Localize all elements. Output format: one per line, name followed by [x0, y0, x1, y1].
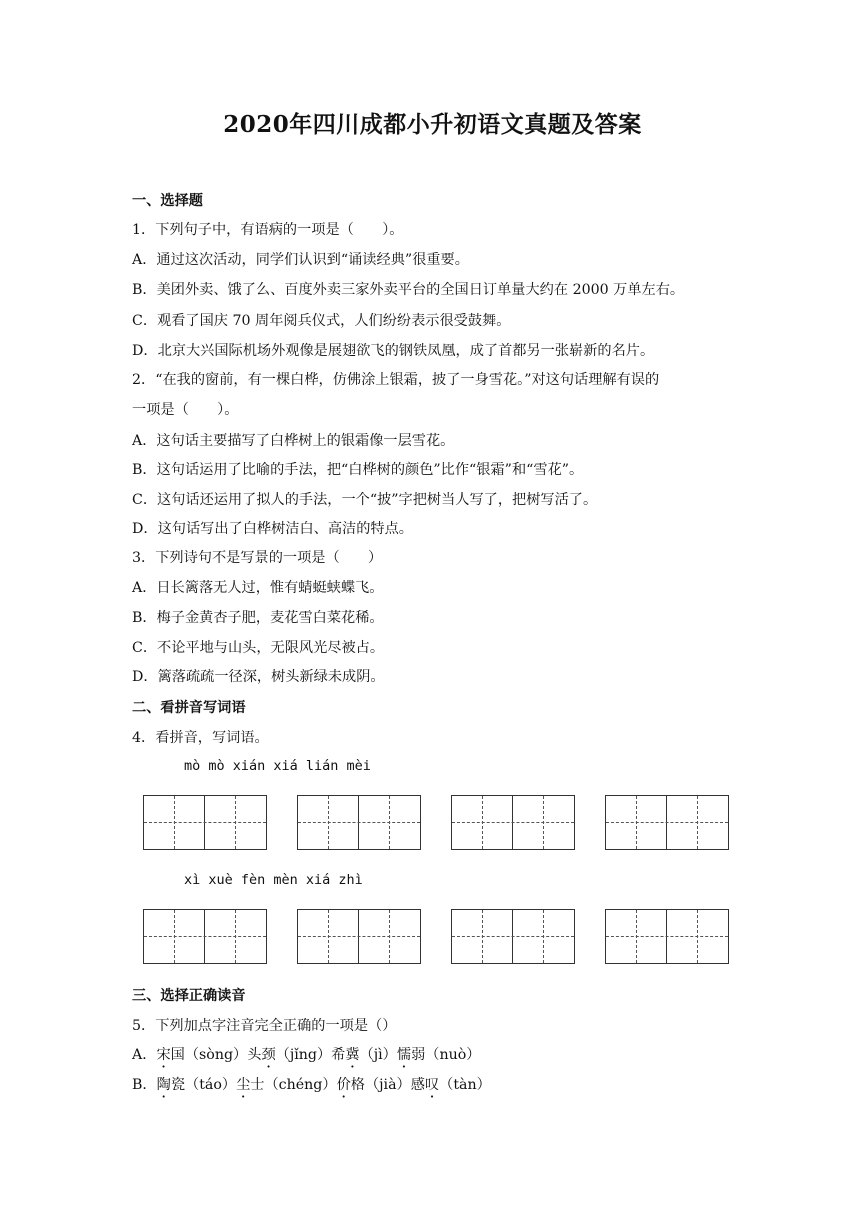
question-4-stem: 4．看拼音，写词语。 — [132, 730, 269, 746]
tianzi-box[interactable] — [605, 795, 729, 850]
pinyin-row-2: xì xuè fèn mèn xiá zhì — [184, 872, 363, 888]
question-2-option-b: B．这句话运用了比喻的手法，把“白桦树的颜色”比作“银霜”和“雪花”。 — [132, 462, 584, 478]
question-1-option-a: A．通过这次活动，同学们认识到“诵读经典”很重要。 — [132, 252, 469, 268]
question-3-option-d: D．篱落疏疏一径深，树头新绿未成阴。 — [132, 669, 385, 685]
dotted-char: 宋 — [156, 1047, 171, 1063]
page-title: 2020年四川成都小升初语文真题及答案 — [223, 111, 642, 138]
question-3-option-b: B．梅子金黄杏子肥，麦花雪白菜花稀。 — [132, 610, 384, 626]
dotted-char: 价 — [336, 1077, 351, 1093]
question-1-option-c: C．观看了国庆 70 周年阅兵仪式，人们纷纷表示很受鼓舞。 — [132, 313, 511, 329]
pinyin-row-1: mò mò xián xiá lián mèi — [184, 758, 371, 774]
question-5-stem: 5．下列加点字注音完全正确的一项是（） — [132, 1018, 397, 1034]
writing-grid-row-2 — [143, 909, 728, 964]
dotted-char: 陶 — [156, 1077, 171, 1093]
question-3-option-a: A．日长篱落无人过，惟有蜻蜓蛱蝶飞。 — [132, 580, 384, 596]
tianzi-box[interactable] — [143, 909, 267, 964]
question-2-option-d: D．这句话写出了白桦树洁白、高洁的特点。 — [132, 521, 413, 537]
question-3-stem: 3．下列诗句不是写景的一项是（ ） — [132, 550, 383, 566]
question-3-option-c: C．不论平地与山头，无限风光尽被占。 — [132, 640, 385, 656]
section-heading-pronunciation: 三、选择正确读音 — [132, 988, 246, 1004]
dotted-char: 冀 — [345, 1047, 360, 1063]
question-1-stem: 1．下列句子中，有语病的一项是（ ）。 — [132, 222, 404, 238]
tianzi-box[interactable] — [297, 795, 421, 850]
tianzi-box[interactable] — [451, 909, 575, 964]
question-5-option-a: A．宋国（sòng）头颈（jǐng）希冀（jì）懦弱（nuò） — [132, 1044, 480, 1064]
question-5-option-b: B．陶瓷（táo）尘士（chéng）价格（jià）感叹（tàn） — [132, 1074, 491, 1094]
section-heading-pinyin: 二、看拼音写词语 — [132, 700, 246, 716]
dotted-char: 懦 — [396, 1047, 412, 1063]
tianzi-box[interactable] — [143, 795, 267, 850]
writing-grid-row-1 — [143, 795, 728, 850]
dotted-char: 颈 — [261, 1047, 276, 1063]
tianzi-box[interactable] — [297, 909, 421, 964]
section-heading-choice: 一、选择题 — [132, 193, 203, 209]
dotted-char: 叹 — [424, 1077, 440, 1093]
question-2-stem-line2: 一项是（ ）。 — [132, 402, 239, 418]
question-2-option-a: A．这句话主要描写了白桦树上的银霜像一层雪花。 — [132, 433, 455, 449]
tianzi-box[interactable] — [451, 795, 575, 850]
dotted-char: 尘 — [236, 1077, 251, 1093]
question-2-option-c: C．这句话还运用了拟人的手法，一个“披”字把树当人写了，把树写活了。 — [132, 492, 598, 508]
tianzi-box[interactable] — [605, 909, 729, 964]
question-1-option-d: D．北京大兴国际机场外观像是展翅欲飞的钢铁凤凰，成了首都另一张崭新的名片。 — [132, 343, 655, 359]
question-2-stem-line1: 2．“在我的窗前，有一棵白桦，仿佛涂上银霜，披了一身雪花。”对这句话理解有误的 — [132, 372, 660, 388]
question-1-option-b: B．美团外卖、饿了么、百度外卖三家外卖平台的全国日订单量大约在 2000 万单左右。 — [132, 282, 685, 298]
